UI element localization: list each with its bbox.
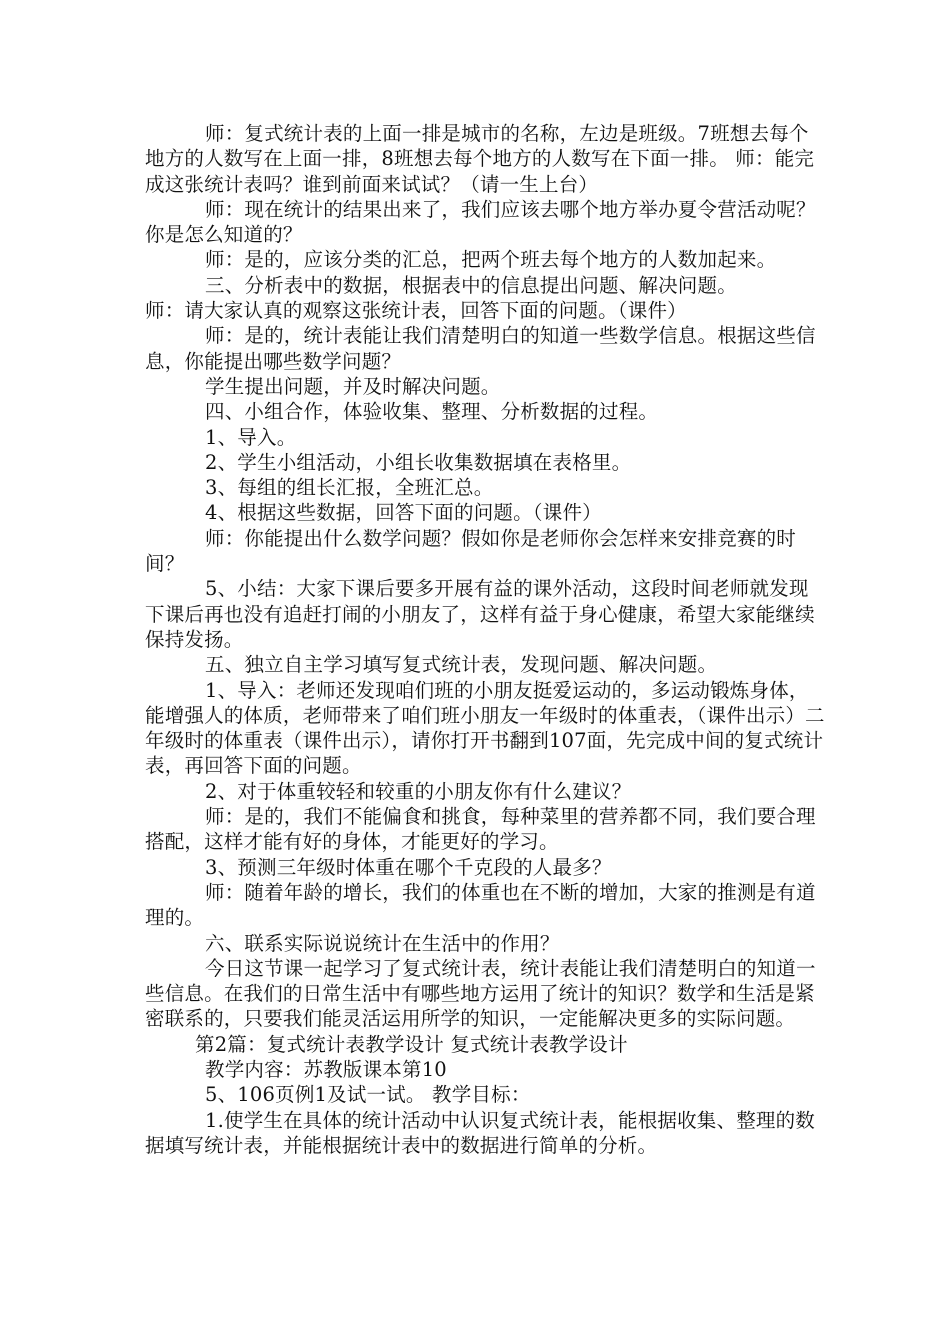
paragraph-17: 2、对于体重较轻和较重的小朋友你有什么建议？	[205, 779, 632, 803]
document-body	[145, 121, 825, 1158]
paragraph-9: 1、导入。	[205, 425, 297, 449]
paragraph-2: 师：现在统计的结果出来了，我们应该去哪个地方举办夏令营活动呢？你是怎么知道的？	[145, 197, 816, 247]
paragraph-5: 师：请大家认真的观察这张统计表，回答下面的问题。（课件）	[145, 299, 687, 323]
paragraph-15: 五、独立自主学习填写复式统计表，发现问题、解决问题。	[205, 653, 718, 677]
paragraph-26: 1.使学生在具体的统计活动中认识复式统计表，能根据收集、整理的数据填写统计表，并能根据统计表中的数据进行简单的分析。	[145, 1108, 816, 1157]
paragraph-18: 师：是的，我们不能偏食和挑食，每种菜里的营养都不同，我们要合理搭配，这样才能有好的身体，才能更好的学习。	[145, 805, 816, 854]
paragraph-7: 学生提出问题，并及时解决问题。	[205, 374, 501, 398]
paragraph-16: 1、导入：老师还发现咱们班的小朋友挺爱运动的，多运动锻炼身体，能增强人的体质，老师带来了咱们班小朋友一年级时的体重表，（课件出示）二年级时的体重表（课件出示），请你打开书翻到107面，先完成中间的复式统计表，再回答下面的问题。	[145, 678, 825, 778]
paragraph-11: 3、每组的组长汇报，全班汇总。	[205, 476, 494, 500]
paragraph-22: 今日这节课一起学习了复式统计表，统计表能让我们清楚明白的知道一些信息。在我们的日常生活中有哪些地方运用了统计的知识？数学和生活是紧密联系的，只要我们能灵活运用所学的知识，一定能解决更多的实际问题。	[145, 956, 816, 1031]
paragraph-10: 2、学生小组活动，小组长收集数据填在表格里。	[205, 450, 632, 474]
paragraph-1: 师：复式统计表的上面一排是城市的名称，左边是班级。7班想去每个地方的人数写在上面一排，8班想去每个地方的人数写在下面一排。 师：能完成这张统计表吗？谁到前面来试试？（请一生上台）	[145, 122, 815, 196]
paragraph-14: 5、小结：大家下课后要多开展有益的课外活动，这段时间老师就发现下课后再也没有追赶打闹的小朋友了，这样有益于身心健康，希望大家能继续保持发扬。	[145, 577, 815, 651]
paragraph-21: 六、联系实际说说统计在生活中的作用？	[205, 931, 560, 955]
paragraph-24: 教学内容：苏教版课本第10	[205, 1057, 447, 1081]
paragraph-3: 师：是的，应该分类的汇总，把两个班去每个地方的人数加起来。	[205, 248, 777, 272]
paragraph-13: 师：你能提出什么数学问题？假如你是老师你会怎样来安排竞赛的时间？	[145, 526, 797, 576]
paragraph-25: 5、106页例1及试一试。 教学目标：	[205, 1083, 531, 1107]
paragraph-19: 3、预测三年级时体重在哪个千克段的人最多？	[205, 855, 612, 879]
paragraph-4: 三、分析表中的数据，根据表中的信息提出问题、解决问题。	[205, 273, 737, 297]
paragraph-12: 4、根据这些数据，回答下面的问题。（课件）	[205, 501, 602, 525]
paragraph-20: 师：随着年龄的增长，我们的体重也在不断的增加，大家的推测是有道理的。	[145, 880, 816, 930]
section-heading: 第2篇：复式统计表教学设计 复式统计表教学设计	[195, 1032, 628, 1056]
paragraph-6: 师：是的，统计表能让我们清楚明白的知道一些数学信息。根据这些信息，你能提出哪些数学问题？	[145, 324, 816, 373]
paragraph-8: 四、小组合作，体验收集、整理、分析数据的过程。	[205, 400, 659, 424]
